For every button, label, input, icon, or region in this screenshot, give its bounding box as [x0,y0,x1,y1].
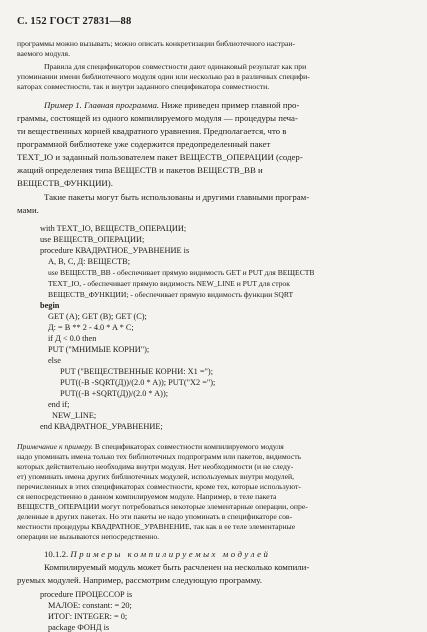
code-line-17: end if; [48,400,70,409]
example-line-4: программной библиотеке уже содержится предопределенный пакет [17,139,271,149]
section-title: Примеры компилируемых модулей [70,549,271,559]
code-line-19: end КВАДРАТНОЕ_УРАВНЕНИЕ; [40,422,163,431]
note-label: Примечание к примеру. [17,442,93,451]
example-line-9: мами. [17,205,39,215]
code-line-13: else [48,356,61,365]
code2-line-4: package ФОНД is [48,623,110,632]
code-line-3: procedure КВАДРАТНОЕ_УРАВНЕНИЕ is [40,246,190,255]
page-header [17,16,131,27]
example-line-6: жащий определения типа ВЕЩЕСТВ и пакетов ВЕЩЕСТВ_ВВ и [17,165,263,175]
code-line-8: begin [40,301,60,310]
code-line-7: ВЕЩЕСТВ_ФУНКЦИИ; - обеспечивает прямую видимость функции SQRT [48,290,294,299]
code-line-15: PUT((-B -SQRT(Д))/(2.0 * A)); PUT("X2 ="); [60,378,216,387]
note-line-1-text: В спецификаторах совместности компилируемого модуля [92,442,284,451]
code-line-10: Д: = B ** 2 - 4.0 * A * C; [48,323,134,332]
section-number: 10.1.2. [44,549,69,559]
code-line-16: PUT((-B +SQRT(Д))/(2.0 * A)); [60,389,169,398]
code-line-2: use ВЕЩЕСТВ_ОПЕРАЦИИ; [40,235,145,244]
note-line-4: ет) упоминать имена других библиотечных модулей, используемых внутри модулей, [17,472,295,481]
note-line-7: ВЕЩЕСТВ_ОПЕРАЦИИ могут потребоваться некоторые элементарные операции, опре- [17,502,308,511]
note-line-1 [17,442,284,452]
intro-line-4: упоминании имени библиотечного модуля один или несколько раз в различных специфи- [17,72,310,81]
example-line-7: ВЕЩЕСТВ_ФУНКЦИИ). [17,178,113,188]
code-line-6: TEXT_IO, - обеспечивает прямую видимость NEW_LINE и PUT для строк [48,279,290,288]
example-line-8: Такие пакеты могут быть использованы и другими главными програм- [44,192,310,202]
note-line-3: которых действительно необходима внутри модуля. Нет необходимости (и не следу- [17,462,294,471]
code-line-14: PUT ("ВЕЩЕСТВЕННЫЕ КОРНИ: X1 ="); [60,367,213,376]
intro-line-5: каторах совместности, так и внутри заданного спецификатора совместности. [17,82,270,91]
note-line-6: ся непосредственно в данном компилируемом модуле. Например, в теле пакета [17,492,277,501]
intro-line-3: Правила для спецификаторов совместности дают одинаковый результат как при [44,62,307,71]
code2-line-1: procedure ПРОЦЕССОР is [40,590,133,599]
code-line-4: A, B, C, Д: ВЕЩЕСТВ; [48,257,131,266]
note-line-9: местности процедуры КВАДРАТНОЕ_УРАВНЕНИЕ, так как в ее теле элементарные [17,522,296,531]
code2-line-2: МАЛОЕ: constant: = 20; [48,601,132,610]
example-line-2: граммы, состоящей из одного компилируемого модуля — процедуры печа- [17,113,298,123]
note-line-5: перечисленных в этих спецификаторах совместности, кроме тех, которые используют- [17,482,301,491]
section-heading [44,549,270,560]
page-number: С. 152 [17,16,47,27]
standard-code: ГОСТ 27831—88 [49,16,132,27]
example-line-1 [44,100,299,111]
code2-line-3: ИТОГ: INTEGER: = 0; [48,612,128,621]
note-line-8: деленные в других пакетах. Но эти пакеты не надо упоминать в спецификаторе сов- [17,512,293,521]
code-line-11: if Д < 0.0 then [48,334,97,343]
intro-line-2: ваемого модуля. [17,49,70,58]
code-line-1: with TEXT_IO, ВЕЩЕСТВ_ОПЕРАЦИИ; [40,224,187,233]
intro-line-1: программы можно вызывать; можно описать конкретизации библиотечного настраи- [17,39,296,48]
note-line-10: операции не вызываются непосредственно. [17,532,160,541]
section-line-3: руемых модулей. Например, рассмотрим следующую программу. [17,575,262,585]
example-label: Пример 1. Главная программа. [44,100,160,110]
example-line-1-text: Ниже приведен пример главной про- [159,100,300,110]
example-line-5: TEXT_IO и заданный пользователем пакет ВЕЩЕСТВ_ОПЕРАЦИИ (содер- [17,152,303,162]
example-line-3: ти вещественных корней квадратного уравнения. Предполагается, что в [17,126,287,136]
code-line-5: use ВЕЩЕСТВ_ВВ - обеспечивает прямую видимость GET и PUT для ВЕЩЕСТВ [48,268,315,277]
code-line-18: NEW_LINE; [52,411,97,420]
code-line-9: GET (A); GET (B); GET (C); [48,312,147,321]
code-line-12: PUT ("МНИМЫЕ КОРНИ"); [48,345,150,354]
section-line-2: Компилируемый модуль может быть расчленен на несколько компили- [44,562,310,572]
note-line-2: надо упоминать имена только тех библиотечных подпрограмм или пакетов, видимость [17,452,302,461]
